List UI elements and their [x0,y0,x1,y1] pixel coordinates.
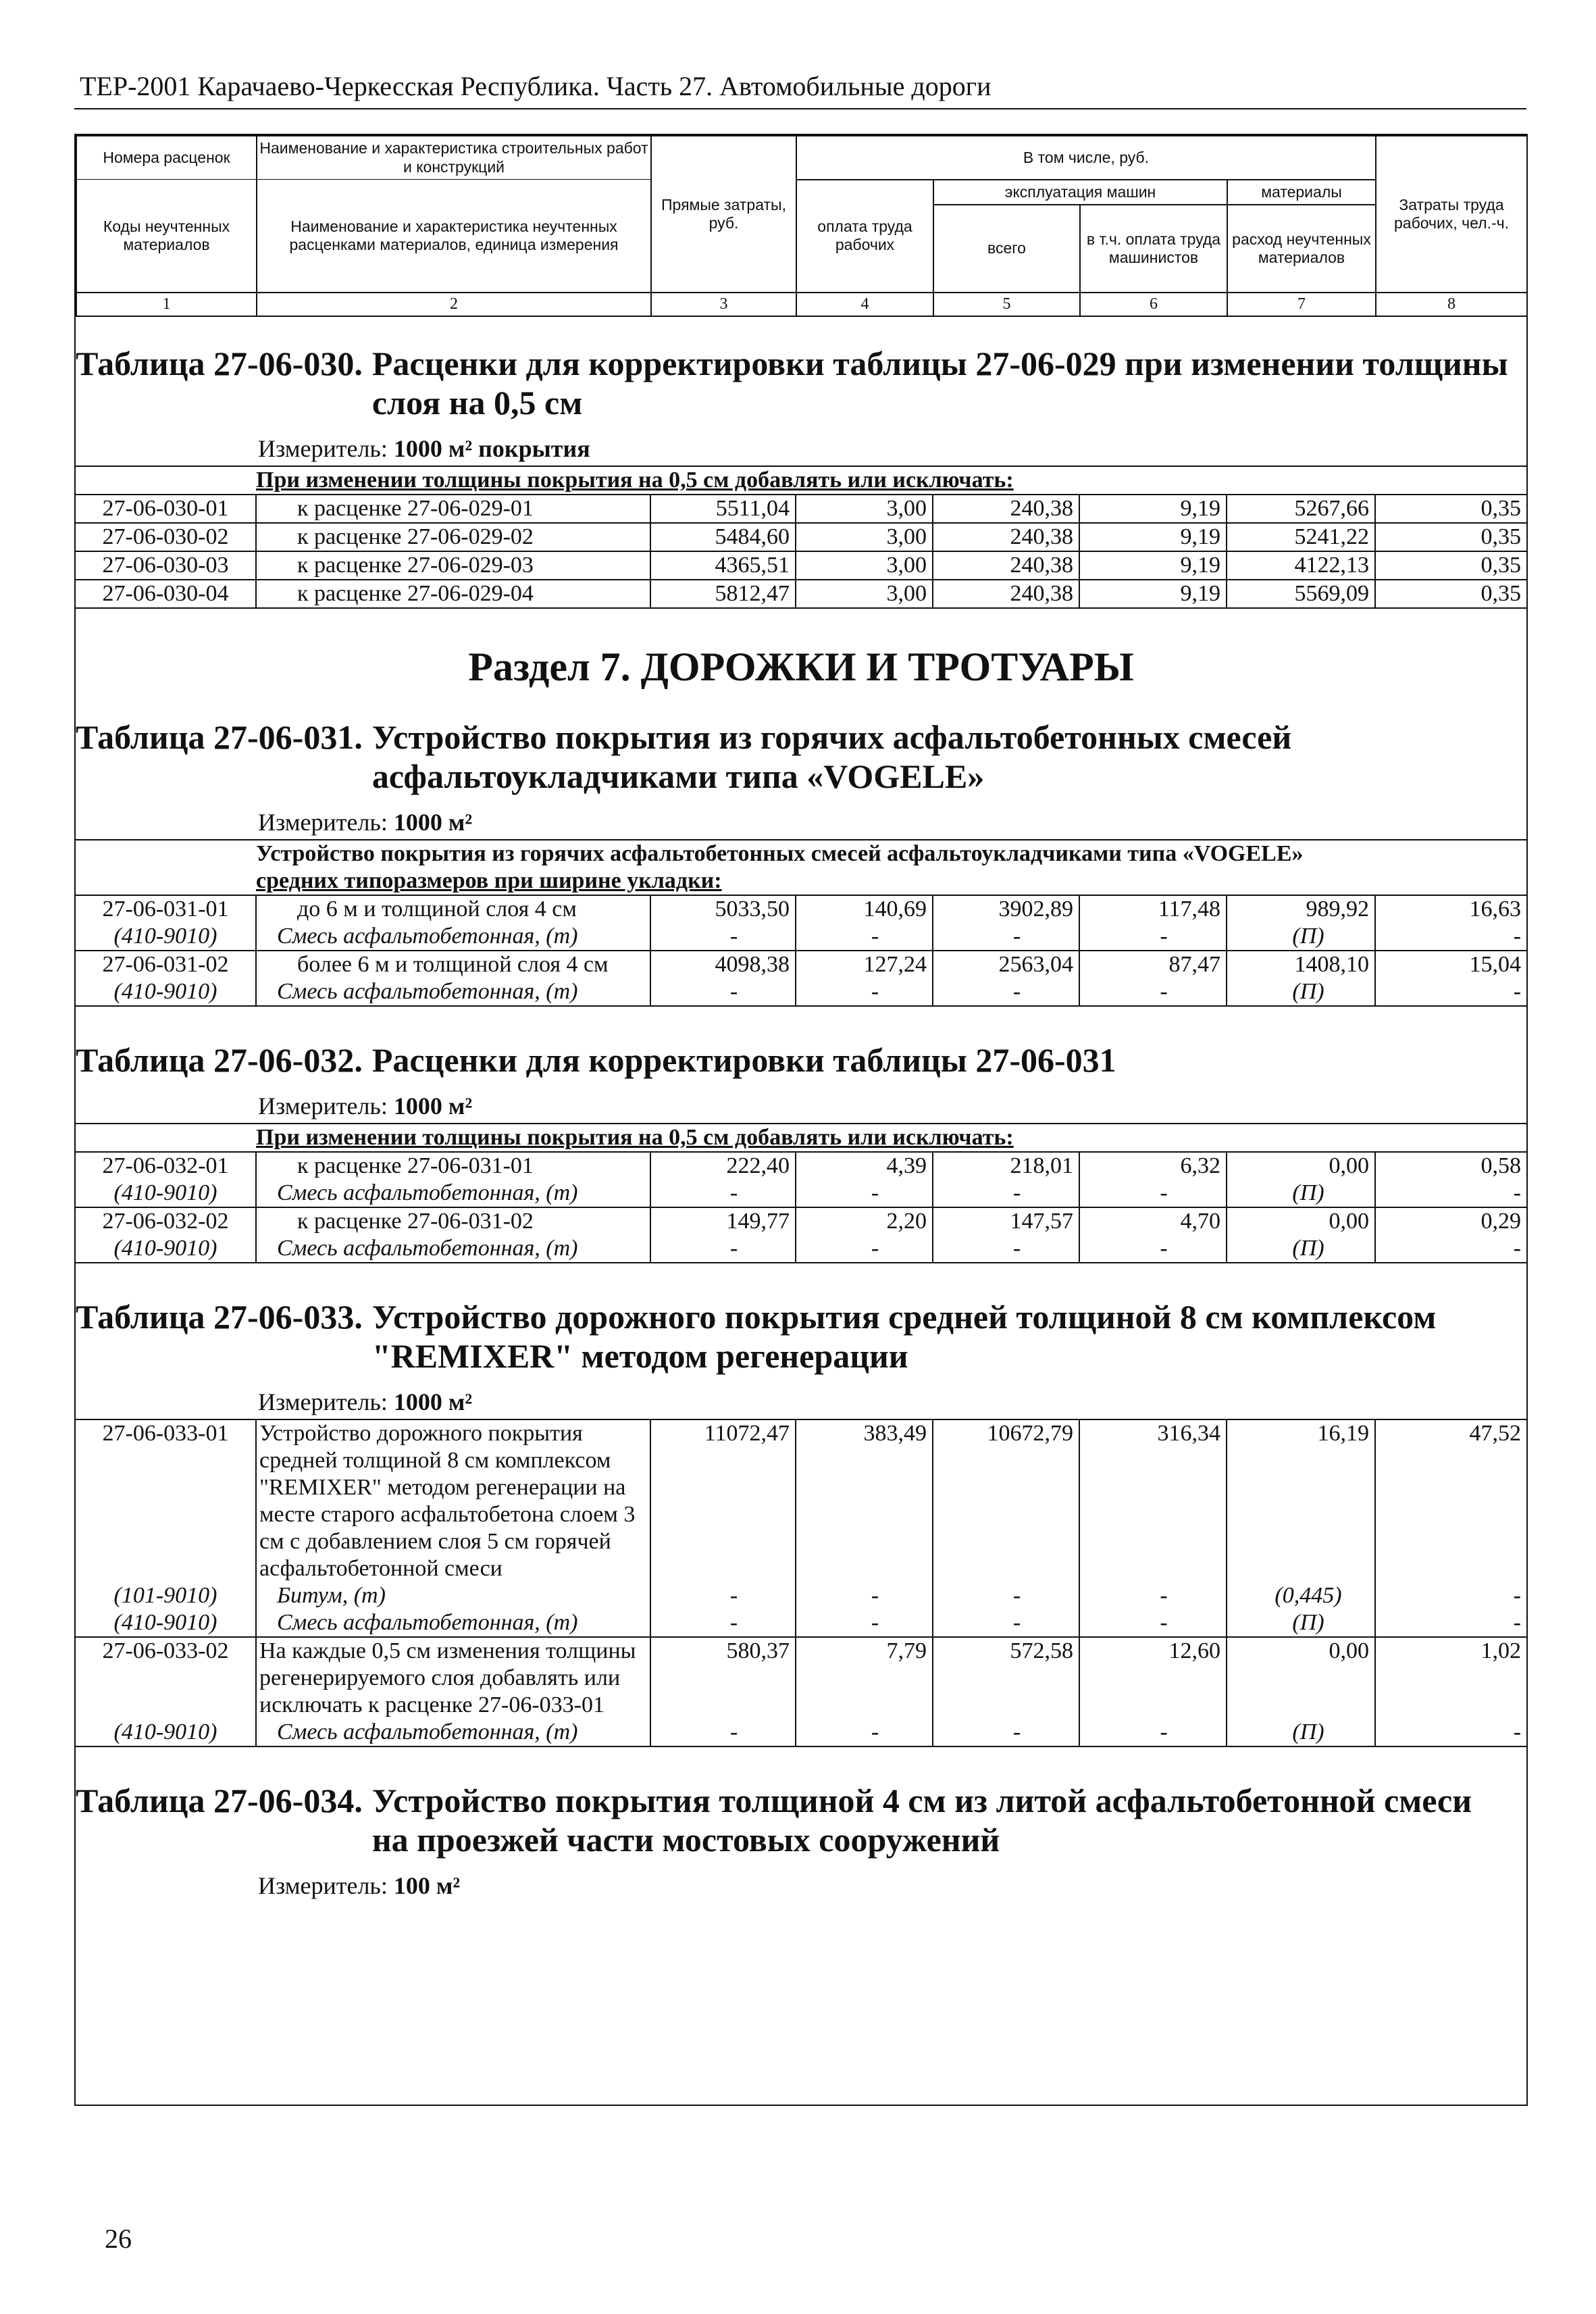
cell-value: - [650,1180,796,1207]
cell-value: 5484,60 [650,523,796,551]
col-worker-pay: оплата труда рабочих [796,180,933,293]
header-rule [74,108,1526,109]
cell-value: 4122,13 [1227,551,1375,580]
cell-value: 1,02 [1375,1637,1526,1719]
cell-value: - [650,1719,796,1746]
cell-value: - [796,1609,933,1637]
cell-value: 3,00 [796,495,933,523]
table-033-label: Таблица 27-06-033. [76,1298,363,1336]
col-materials: материалы [1227,180,1376,205]
cell-value: 222,40 [650,1152,796,1180]
table-034-label: Таблица 27-06-034. [76,1782,363,1820]
rate-name: к расценке 27-06-031-01 [256,1152,650,1180]
material-name: Смесь асфальтобетонная, (т) [256,1719,650,1746]
cell-value: - [1079,1180,1227,1207]
cell-value: - [933,1235,1079,1263]
material-name: Битум, (т) [256,1582,650,1609]
cell-value: - [1079,1582,1227,1609]
material-row [76,978,1526,1006]
cell-value: 3902,89 [933,895,1079,923]
rate-code: 27-06-031-02 [76,951,256,978]
material-code: (410-9010) [113,924,217,949]
cell-value: 572,58 [933,1637,1079,1719]
cell-value: 316,34 [1079,1419,1227,1582]
rate-name: Устройство дорожного покрытия средней толщиной 8 см комплексом "REMIXER" методом регенерации на месте старого асфальтобетона слоем 3 см с добавлением слоя 5 см горячей асфальтобетонной смеси [256,1419,650,1582]
cell-value: 87,47 [1079,951,1227,978]
rate-code: 27-06-030-02 [76,523,256,551]
table-031-section [76,697,1526,1007]
table-032-section [76,1007,1526,1263]
col-name-bottom: Наименование и характеристика неучтенных расценками материалов, единица измерения [257,180,651,293]
material-name: Смесь асфальтобетонная, (т) [256,1180,650,1207]
cell-value: 2,20 [796,1207,933,1235]
measure-unit: 1000 м² [393,1092,473,1120]
cell-value: 5033,50 [650,895,796,923]
rate-name: к расценке 27-06-029-02 [256,523,650,551]
cell-value: 4098,38 [650,951,796,978]
cell-value: (П) [1227,1180,1375,1207]
cell-value: - [796,1180,933,1207]
cell-value: - [796,978,933,1006]
cell-value: 240,38 [933,495,1079,523]
table-031-label: Таблица 27-06-031. [76,718,363,757]
table-034-section [76,1747,1526,1903]
material-code: (410-9010) [113,1180,217,1206]
table-030 [76,466,1526,609]
cell-value: 9,19 [1079,580,1227,608]
cell-value: 11072,47 [650,1419,796,1582]
cell-value: - [650,1235,796,1263]
cell-value: - [1375,978,1526,1006]
cell-value: 5267,66 [1227,495,1375,523]
table-row [76,895,1526,923]
rate-code: 27-06-030-04 [76,580,256,608]
material-code: (410-9010) [113,1610,217,1636]
material-code: (410-9010) [76,978,256,1006]
cell-value: 4,70 [1079,1207,1227,1235]
rate-name: к расценке 27-06-029-01 [256,495,650,523]
cell-value: - [1079,1719,1227,1746]
material-row [76,1719,1526,1746]
section-7-title: Раздел 7. ДОРОЖКИ И ТРОТУАРЫ [468,645,1134,690]
table-row [76,551,1526,580]
cell-value: 0,58 [1375,1152,1526,1180]
cell-value: (П) [1227,1235,1375,1263]
cell-value: 0,35 [1375,580,1526,608]
col-number: 7 [1227,293,1376,316]
measure-prefix: Измеритель: [258,1092,388,1120]
cell-value: 16,63 [1375,895,1526,923]
cell-value: 0,35 [1375,551,1526,580]
table-row [76,580,1526,608]
cell-value: 12,60 [1079,1637,1227,1719]
cell-value: 3,00 [796,551,933,580]
table-030-measure [76,422,1526,466]
material-code: (101-9010) [113,1583,217,1609]
material-row [76,1582,1526,1609]
col-number: 3 [651,293,796,316]
col-including: В том числе, руб. [796,136,1376,180]
table-032-note: При изменении толщины покрытия на 0,5 см добавлять или исключать: [256,1124,1526,1152]
cell-value: 47,52 [1375,1419,1526,1582]
cell-value: - [933,978,1079,1006]
col-number: 2 [257,293,651,316]
table-row [76,1637,1526,1719]
rate-code: 27-06-032-01 [76,1152,256,1180]
material-row [76,1180,1526,1207]
cell-value: 9,19 [1079,523,1227,551]
table-row [76,523,1526,551]
col-labor: Затраты труда рабочих, чел.-ч. [1376,136,1527,293]
cell-value: - [650,978,796,1006]
col-number: 4 [796,293,933,316]
cell-value: (П) [1227,1719,1375,1746]
material-name: Смесь асфальтобетонная, (т) [256,978,650,1006]
table-033-measure [76,1376,1526,1419]
cell-value: - [1375,1609,1526,1637]
cell-value: 218,01 [933,1152,1079,1180]
rate-code: 27-06-030-03 [76,551,256,580]
rate-code: 27-06-032-02 [76,1207,256,1235]
table-032-measure [76,1080,1526,1123]
table-row [76,1207,1526,1235]
cell-value: - [1375,1719,1526,1746]
cell-value: - [796,1235,933,1263]
cell-value: 10672,79 [933,1419,1079,1582]
col-machines-total: всего [933,205,1080,293]
col-codes-bottom: Коды неучтенных материалов [76,180,257,293]
material-row [76,923,1526,951]
cell-value: 989,92 [1227,895,1375,923]
col-codes-top: Номера расценок [76,136,257,180]
rate-name: к расценке 27-06-031-02 [256,1207,650,1235]
table-032-label: Таблица 27-06-032. [76,1041,363,1080]
cell-value: - [650,1582,796,1609]
col-number: 6 [1080,293,1227,316]
cell-value: 4365,51 [650,551,796,580]
cell-value: 580,37 [650,1637,796,1719]
table-031-note-2: средних типоразмеров при ширине укладки: [256,868,722,894]
cell-value: 240,38 [933,580,1079,608]
table-031 [76,839,1526,1007]
cell-value: 9,19 [1079,551,1227,580]
cell-value: - [796,1719,933,1746]
cell-value: (0,445) [1227,1582,1375,1609]
material-name: Смесь асфальтобетонная, (т) [256,923,650,951]
page-header: ТЕР-2001 Карачаево-Черкесская Республика. Часть 27. Автомобильные дороги [80,71,992,101]
table-030-title: Расценки для корректировки таблицы 27-06-029 при изменении толщины слоя на 0,5 см [371,345,1508,422]
cell-value: 140,69 [796,895,933,923]
table-row [76,495,1526,523]
measure-prefix: Измеритель: [258,435,388,463]
table-row [76,1419,1526,1582]
measure-unit: 1000 м² покрытия [393,435,590,463]
cell-value: 6,32 [1079,1152,1227,1180]
cell-value: - [1079,923,1227,951]
cell-value: - [1375,1180,1526,1207]
cell-value: - [1375,1582,1526,1609]
cell-value: - [650,923,796,951]
cell-value: 240,38 [933,551,1079,580]
table-034-title: Устройство покрытия толщиной 4 см из литой асфальтобетонной смеси на проезжей части мостовых сооружений [371,1782,1472,1859]
cell-value: 0,00 [1227,1637,1375,1719]
material-code: (410-9010) [76,1235,256,1263]
table-031-note-1: Устройство покрытия из горячих асфальтобетонных смесей асфальтоукладчиками типа «VOGELE» [256,840,1526,867]
cell-value: - [796,1582,933,1609]
cell-value: - [1375,923,1526,951]
rate-name: На каждые 0,5 см изменения толщины регенерируемого слоя добавлять или исключать к расценке 27-06-033-01 [256,1637,650,1719]
cell-value: - [650,1609,796,1637]
table-033-title: Устройство дорожного покрытия средней толщиной 8 см комплексом "REMIXER" методом регенерации [371,1298,1437,1376]
cell-value: 127,24 [796,951,933,978]
cell-value: 4,39 [796,1152,933,1180]
table-034-measure [76,1859,1526,1903]
page-number: 26 [105,2223,132,2254]
table-033-section [76,1263,1526,1747]
cell-value: - [1375,1235,1526,1263]
cell-value: - [1079,1609,1227,1637]
cell-value: 5569,09 [1227,580,1375,608]
col-number: 1 [76,293,257,316]
col-machines: эксплуатация машин [933,180,1227,205]
cell-value: - [933,1609,1079,1637]
table-031-title: Устройство покрытия из горячих асфальтобетонных смесей асфальтоукладчиками типа «VOGELE» [371,718,1292,796]
measure-unit: 1000 м² [393,1388,473,1416]
rate-name: более 6 м и толщиной слоя 4 см [256,951,650,978]
measure-unit: 100 м² [393,1872,461,1900]
rate-name: до 6 м и толщиной слоя 4 см [256,895,650,923]
table-031-measure [76,796,1526,839]
cell-value: - [1079,1235,1227,1263]
table-row [76,1152,1526,1180]
table-030-label: Таблица 27-06-030. [76,345,363,383]
cell-value: 3,00 [796,580,933,608]
cell-value: 0,29 [1375,1207,1526,1235]
cell-value: 240,38 [933,523,1079,551]
cell-value: 5241,22 [1227,523,1375,551]
material-code: (410-9010) [76,1719,256,1746]
table-033 [76,1419,1526,1747]
col-name-top: Наименование и характеристика строительных работ и конструкций [257,136,651,180]
table-row [76,951,1526,978]
document-frame [74,134,1528,2106]
table-030-section [76,317,1526,609]
rate-name: к расценке 27-06-029-03 [256,551,650,580]
cell-value: - [933,1582,1079,1609]
measure-prefix: Измеритель: [258,809,388,836]
col-number: 8 [1376,293,1527,316]
cell-value: 0,00 [1227,1152,1375,1180]
cell-value: (П) [1227,923,1375,951]
cell-value: - [796,923,933,951]
measure-prefix: Измеритель: [258,1388,388,1416]
rate-code: 27-06-033-02 [76,1637,256,1719]
cell-value: 15,04 [1375,951,1526,978]
cell-value: - [933,923,1079,951]
col-direct-costs: Прямые затраты, руб. [651,136,796,293]
table-032 [76,1123,1526,1263]
column-header-table [76,135,1528,317]
cell-value: 5511,04 [650,495,796,523]
cell-value: 0,00 [1227,1207,1375,1235]
rate-code: 27-06-033-01 [76,1419,256,1582]
col-machinists-pay: в т.ч. оплата труда машинистов [1080,205,1227,293]
cell-value: - [933,1719,1079,1746]
table-030-note: При изменении толщины покрытия на 0,5 см добавлять или исключать: [256,466,1526,495]
col-materials-sub: расход неучтенных материалов [1227,205,1376,293]
material-name: Смесь асфальтобетонная, (т) [256,1235,650,1263]
material-row [76,1609,1526,1637]
cell-value: (П) [1227,978,1375,1006]
table-032-title: Расценки для корректировки таблицы 27-06-031 [371,1041,1116,1080]
cell-value: 9,19 [1079,495,1227,523]
cell-value: - [933,1180,1079,1207]
cell-value: 3,00 [796,523,933,551]
rate-code: 27-06-030-01 [76,495,256,523]
cell-value: 7,79 [796,1637,933,1719]
cell-value: 0,35 [1375,495,1526,523]
cell-value: 149,77 [650,1207,796,1235]
measure-unit: 1000 м² [393,809,473,836]
measure-prefix: Измеритель: [258,1872,388,1900]
cell-value: (П) [1227,1609,1375,1637]
material-name: Смесь асфальтобетонная, (т) [256,1609,650,1637]
cell-value: 0,35 [1375,523,1526,551]
material-row [76,1235,1526,1263]
cell-value: 117,48 [1079,895,1227,923]
cell-value: 2563,04 [933,951,1079,978]
cell-value: 383,49 [796,1419,933,1582]
rate-code: 27-06-031-01 [76,895,256,923]
cell-value: 5812,47 [650,580,796,608]
rate-name: к расценке 27-06-029-04 [256,580,650,608]
cell-value: 147,57 [933,1207,1079,1235]
cell-value: 1408,10 [1227,951,1375,978]
cell-value: 16,19 [1227,1419,1375,1582]
cell-value: - [1079,978,1227,1006]
col-number: 5 [933,293,1080,316]
